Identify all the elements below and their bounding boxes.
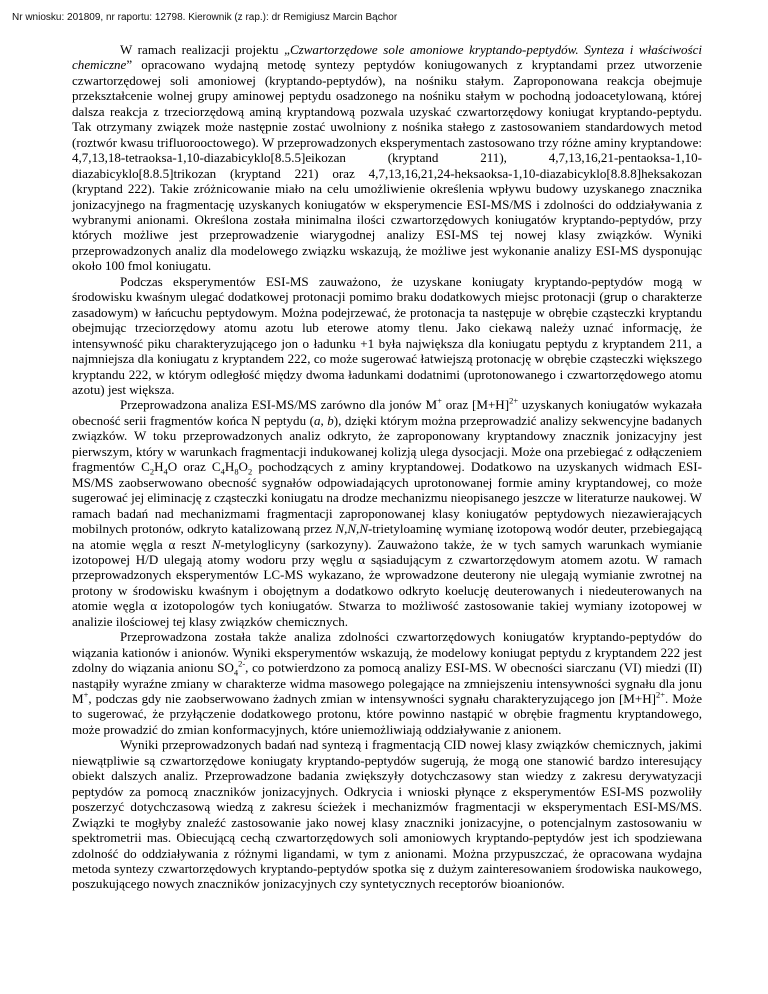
paragraph-1: W ramach realizacji projektu „Czwartorzędowe sole amoniowe kryptando-peptydów. Synteza i właściwości chemiczne” opracowano wydajną metodę syntezy peptydów koniugowanych z kryptandami przez utworzenie czwartorzędowej soli amoniowej (kryptando-peptydów), na nośniku stałym. Zaproponowana reakcja obejmuje przekształcenie wolnej grupy aminowej peptydu osadzonego na nośniku stałym w pochodną jodoacetylowaną, której dalsza reakcja z trzeciorzędową aminą kryptandową pozwala uzyskać czwartorzędowy koniugat kryptando-peptydu. Tak otrzymany związek może następnie zostać uwolniony z nośnika stałego z zastosowaniem standardowych metod (roztwór kwasu trifluorooctowego). W przeprowadzonych eksperymentach zastosowano trzy różne aminy kryptandowe: 4,7,13,18-tetraoksa-1,10-diazabicyklo[8.5.5]eikozan (kryptand 211), 4,7,13,16,21-pentaoksa-1,10-diazabicyklo[8.8.5]trikozan (kryptand 221) oraz 4,7,13,16,21,24-heksaoksa-1,10-diazabicyklo[8.8.8]heksakozan (kryptand 222). Takie zróżnicowanie miało na celu umożliwienie określenia wpływu budowy uzyskanego znacznika jonizacyjnego na fragmentację uzyskanych koniugatów w eksperymencie ESI-MS/MS i zdolności do oddziaływania z wybranymi anionami. Określona została minimalna ilości czwartorzędowych koniugatów kryptando-peptydów, przy których możliwe jest przeprowadzenie wiarygodnej analizy ESI-MS tej nowej klasy związków. Wyniki przeprowadzonych analiz dla modelowego związku wskazują, że możliwe jest wykonanie analizy ESI-MS dysponując około 100 fmol koniugatu.: [72, 42, 702, 274]
report-body: [72, 42, 702, 892]
paragraph-5: Wyniki przeprowadzonych badań nad syntezą i fragmentacją CID nowej klasy związków chemicznych, jakimi niewątpliwie są czwartorzędowe koniugaty kryptando-peptydów sugerują, że mogą one stanowić bardzo interesujący obiekt dalszych analiz. Przeprowadzone badania zwiększyły dotychczasowy stan wiedzy z zakresu derywatyzacji peptydów za pomocą znaczników jonizacyjnych. Odkrycia i wnioski płynące z eksperymentów ESI-MS pozwoliły poszerzyć dotychczasową wiedzą z zakresu ścieżek i mechanizmów fragmentacji w eksperymentach ESI-MS/MS. Związki te mogłyby znaleźć zastosowanie jako nowej klasy znaczniki jonizacyjne, o potencjalnym zastosowaniu w spektrometrii mas. Obiecującą cechą czwartorzędowych soli amoniowych kryptando-peptydów jest ich spodziewana zdolność do oddziaływania z różnymi ligandami, w tym z anionami. Można przypuszczać, że opracowana wydajna metoda syntezy czwartorzędowych kryptando-peptydów spotka się z dużym zainteresowaniem środowiska naukowego, poszukującego nowych znaczników jonizacyjnych czy syntetycznych receptorów bioanionów.: [72, 737, 702, 892]
paragraph-3: Przeprowadzona analiza ESI-MS/MS zarówno dla jonów M+ oraz $[M+H]^{2+}$ uzyskanych koniugatów wykazała obecność serii fragmentów końca N peptydu (a, b), dzięki którym można przeprowadzić analizy sekwencyjne badanych związków. W toku przeprowadzonych analiz odkryto, że zaproponowany kryptandowy znacznik jonizacyjny jest pierwszym, który w warunkach fragmentacji indukowanej kolizją ulega dysocjacji. Może ona przebiegać z odłączeniem fragmentów $C_2H_4O$ oraz $C_4H_8O_2$ pochodzących z aminy kryptandowej. Dodatkowo na uzyskanych widmach ESI-MS/MS zaobserwowano obecność sygnałów odpowiadających uprotonowanej formie aminy kryptandowej, co może sugerować jej eliminację z cząsteczki koniugatu na drodze mechanizmu nieopisanego jeszcze w literaturze naukowej. W ramach badań nad mechanizmami fragmentacji zaproponowanej klasy koniugatów peptydowych niezawierających mobilnych protonów, odkryto katalizowaną przez N,N,N-trietyloaminę wymianę izotopową wodór deuter, przebiegającą na atomie węgla α reszt N-metyloglicyny (sarkozyny). Zauważono także, że w tych samych warunkach wymianie izotopowej H/D ulegają atomy wodoru przy węglu α sąsiadującym z czwartorzędowym atomem azotu. W ramach przeprowadzonych eksperymentów LC-MS wykazano, że wprowadzone deuterony nie ulegają wymianie zwrotnej na protony w środowisku kwaśnym i obojętnym a dodatkowo odkryto koelucję deuterowanych i niedeuterowanych na atomie węgla α izotopologów tych koniugatów. Stwarza to możliwość zastosowanie takiej wymiany izotopowej w analizie ilościowej tej klasy związków chemicznych.: [72, 396, 703, 629]
report-header: Nr wniosku: 201809, nr raportu: 12798. Kierownik (z rap.): dr Remigiusz Marcin Bąchor: [12, 12, 398, 23]
paragraph-4: Przeprowadzona została także analiza zdolności czwartorzędowych koniugatów kryptando-peptydów do wiązania kationów i anionów. Wyniki eksperymentów wskazują, że modelowy koniugat peptydu z kryptandem 222 jest zdolny do wiązania anionu $SO_4^{2-}$, co potwierdzono za pomocą analizy ESI-MS. W obecności siarczanu (VI) miedzi (II) nastąpiły wyraźne zmiany w charakterze widma masowego polegające na zmniejszeniu intensywności sygnału dla jonu M+, podczas gdy nie zaobserwowano żadnych zmian w intensywności sygnału charakteryzującego jon $[M+H]^{2+}$. Może to sugerować, że przyłączenie dodatkowego protonu, które powinno nastąpić w obrębie fragmentu kryptandowego, może prowadzić do zmian konformacyjnych, które uniemożliwiają oddziaływanie z anionem.: [72, 629, 702, 737]
paragraph-2: Podczas eksperymentów ESI-MS zauważono, że uzyskane koniugaty kryptando-peptydów mogą w środowisku kwaśnym ulegać dodatkowej protonacji pomimo braku dodatkowych miejsc protonacji (grup o charakterze zasadowym) w łańcuchu peptydowym. Można podejrzewać, że protonacja ta następuje w obrębie cząsteczki kryptandu obejmując trzeciorzędowy atomu azotu lub eterowe atomy tlenu. Jako ciekawą należy uznać informację, że intensywność piku charakteryzującego jon o ładunku +1 była największa dla koniugatu peptydu z kryptandem 211, a najmniejsza dla koniugatu z kryptandem 222, co może sugerować łatwiejszą protonację w obrębie cząsteczki większego kryptandu 222, w którym odległość między dwoma ładunkami dodatnimi (uprotonowanego i czwartorzędowego atomu azotu) jest większa.: [72, 273, 702, 397]
